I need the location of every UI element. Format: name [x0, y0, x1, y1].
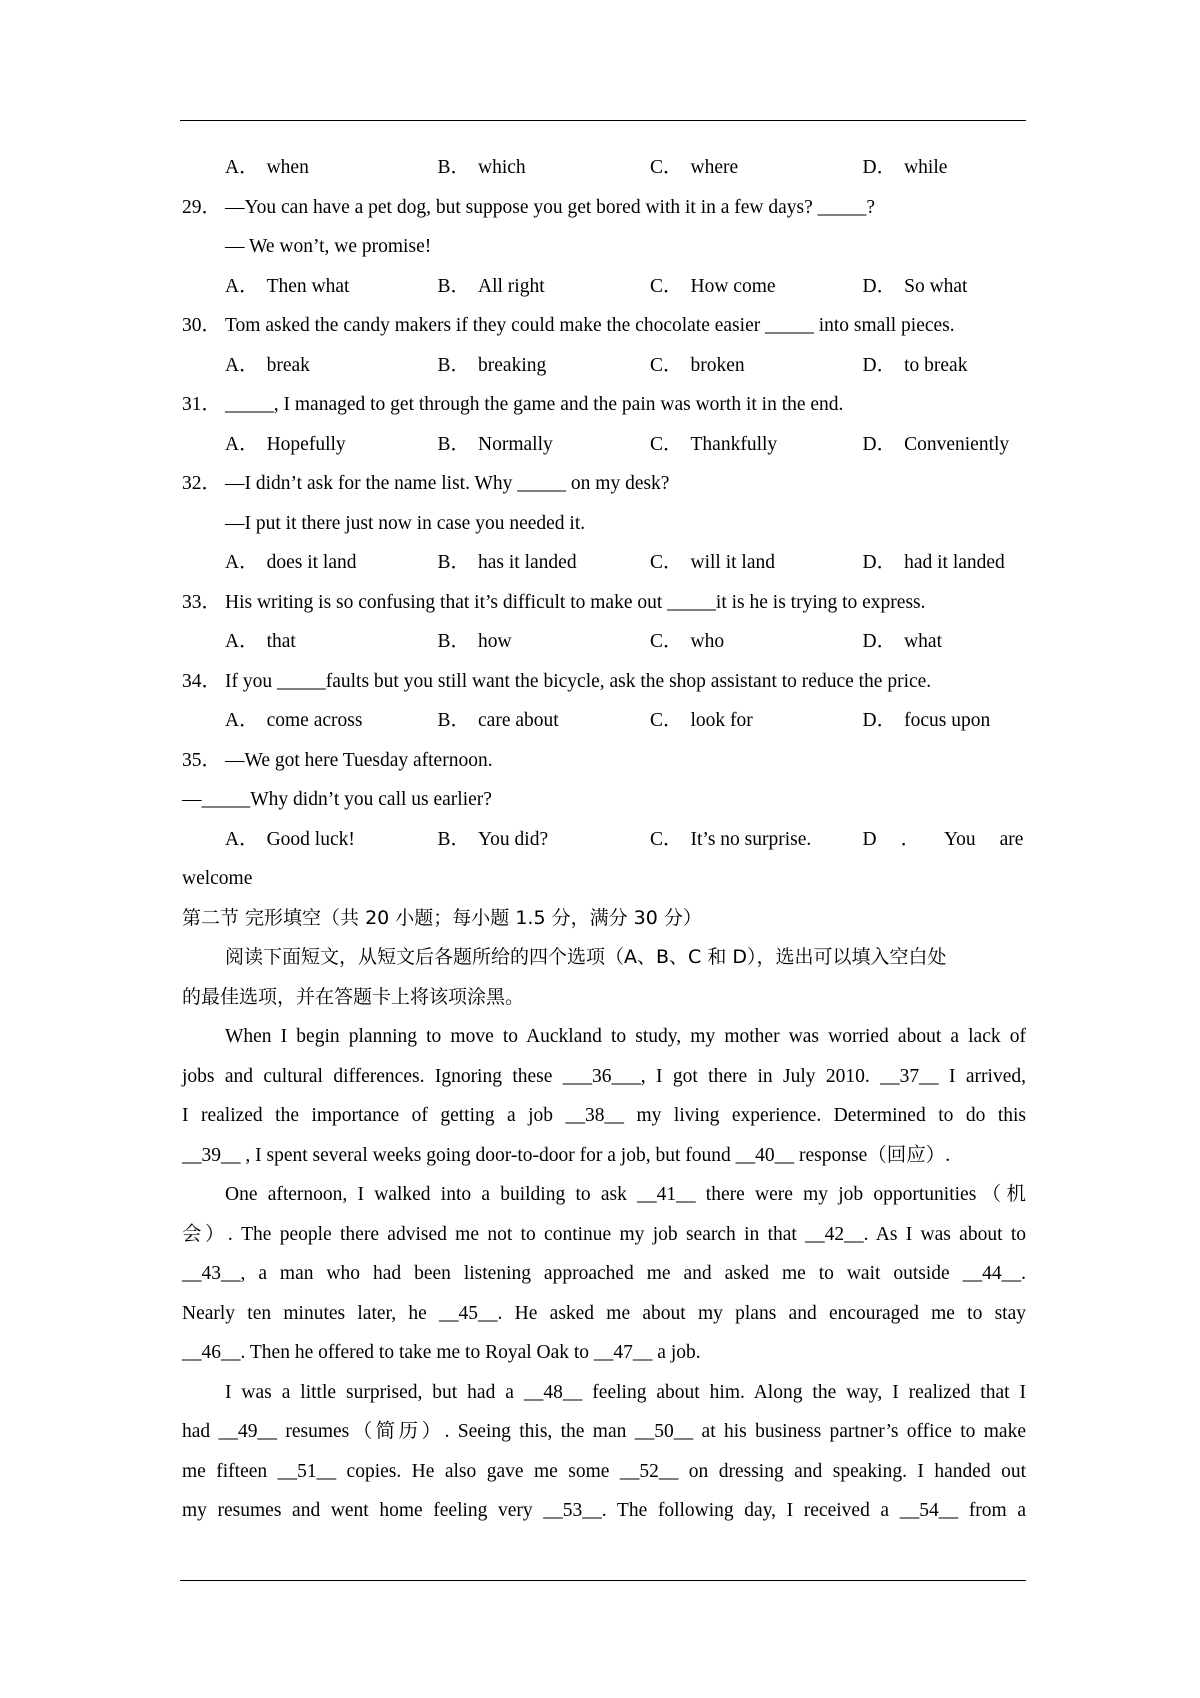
q29-stem: 29． —You can have a pet dog, but suppose you get bored with it in a few days? _____? — [182, 188, 1026, 228]
q30-option-a: A． break — [225, 354, 310, 376]
q33-option-b: B． how — [437, 631, 512, 652]
q34-option-a: A． come across — [225, 710, 363, 731]
q30-stem: 30． Tom asked the candy makers if they could make the chocolate easier _____ into small pieces. — [182, 306, 1026, 346]
q33-option-d: D． what — [862, 631, 942, 652]
q32-option-d: D． had it landed — [862, 552, 1005, 573]
q34-number: 34． — [182, 670, 222, 692]
q30-option-b: B． breaking — [437, 354, 547, 376]
passage-p3-line-3: me fifteen __51__ copies. He also gave me some __52__ on dressing and speaking. I handed out — [182, 1460, 1026, 1482]
q32-number: 32． — [182, 473, 222, 494]
q35-option-b: B． You did? — [437, 828, 549, 850]
q31-option-d: D． Conveniently — [862, 433, 1010, 455]
section-heading: 第二节 完形填空（共 20 小题；每小题 1.5 分，满分 30 分） — [182, 906, 702, 929]
q29-option-a: A． Then what — [225, 275, 350, 297]
passage-p1-line-1: When I begin planning to move to Auckland to study, my mother was worried about a lack of — [225, 1026, 1026, 1047]
q28-option-c: C． where — [650, 157, 739, 178]
q29-option-c: C． How come — [650, 275, 776, 297]
q35-option-c: C． It’s no surprise. — [650, 828, 812, 850]
passage-p1-line-4: __39__ , I spent several weeks going door-to-door for a job, but found __40__ response（回应）. — [182, 1144, 951, 1166]
q32-stem: 32． —I didn’t ask for the name list. Why _____ on my desk? — [182, 464, 1026, 504]
passage-p3-line-4: my resumes and went home feeling very __53__. The following day, I received a __54__ from a — [182, 1500, 1026, 1521]
section-instructions-line-2: 的最佳选项，并在答题卡上将该项涂黑。 — [182, 985, 525, 1008]
section-instructions-line-1: 阅读下面短文，从短文后各题所给的四个选项（A、B、C 和 D），选出可以填入空白处 — [225, 946, 947, 968]
passage-p1-line-2: jobs and cultural differences. Ignoring these ___36___, I got there in July 2010. __37__ I arrived, — [182, 1065, 1026, 1087]
q29-number: 29． — [182, 196, 222, 218]
q34-option-d: D． focus upon — [862, 710, 991, 731]
q32-option-c: C． will it land — [650, 552, 776, 573]
q35-option-d: D ． You are — [862, 828, 1024, 850]
passage-p2-line-3: __43__, a man who had been listening approached me and asked me to wait outside __44__. — [182, 1263, 1026, 1284]
q35-option-d-continuation: welcome — [182, 868, 253, 889]
footer-rule — [180, 1580, 1026, 1581]
q29-option-b: B． All right — [437, 275, 545, 297]
q32-stem-reply: —I put it there just now in case you needed it. — [225, 512, 586, 534]
q33-option-a: A． that — [225, 631, 296, 652]
passage-p2-line-1: One afternoon, I walked into a building to ask __41__ there were my job opportunities（机 — [225, 1184, 1026, 1205]
q31-number: 31． — [182, 394, 222, 415]
q35-stem-reply: —_____Why didn’t you call us earlier? — [182, 789, 492, 810]
passage-p2-line-5: __46__. Then he offered to take me to Royal Oak to __47__ a job. — [182, 1342, 701, 1363]
passage-p2-line-4: Nearly ten minutes later, he __45__. He asked me about my plans and encouraged me to stay — [182, 1302, 1026, 1324]
q29-stem-reply: — We won’t, we promise! — [225, 236, 432, 257]
q29-option-d: D． So what — [862, 275, 968, 297]
passage-p3-line-2: had __49__ resumes（简历）. Seeing this, the man __50__ at his business partner’s office to make — [182, 1421, 1026, 1442]
q34-option-b: B． care about — [437, 710, 559, 731]
q35-number: 35． — [182, 749, 222, 771]
q33-options — [182, 622, 1026, 662]
q31-option-b: B． Normally — [437, 433, 553, 455]
q33-stem: 33． His writing is so confusing that it’s difficult to make out _____it is he is trying to express. — [182, 583, 1026, 623]
q32-option-b: B． has it landed — [437, 552, 577, 573]
passage-p3-line-1: I was a little surprised, but had a __48__ feeling about him. Along the way, I realized that I — [225, 1381, 1026, 1403]
q30-option-d: D． to break — [862, 354, 968, 376]
q34-options — [182, 701, 1026, 741]
q31-option-c: C． Thankfully — [650, 433, 778, 455]
header-rule — [180, 120, 1026, 121]
q30-options — [182, 346, 1026, 386]
q28-option-b: B． which — [437, 157, 526, 178]
q30-option-c: C． broken — [650, 354, 745, 376]
q31-options — [182, 425, 1026, 465]
q28-option-d: D． while — [862, 157, 948, 178]
q28-options — [182, 148, 1026, 188]
passage-p2-line-2: 会）. The people there advised me not to continue my job search in that __42__. As I was about to — [182, 1223, 1026, 1245]
q31-option-a: A． Hopefully — [225, 433, 346, 455]
q35-options — [182, 820, 1026, 860]
q35-stem: 35． —We got here Tuesday afternoon. — [182, 741, 1026, 781]
q33-option-c: C． who — [650, 631, 725, 652]
q31-stem: 31． _____, I managed to get through the game and the pain was worth it in the end. — [182, 385, 1026, 425]
q30-number: 30． — [182, 315, 222, 336]
page-content — [182, 148, 1026, 1531]
q32-option-a: A． does it land — [225, 552, 357, 573]
q34-stem: 34． If you _____faults but you still want the bicycle, ask the shop assistant to reduce the price. — [182, 662, 1026, 702]
q35-option-a: A． Good luck! — [225, 828, 355, 850]
q29-options — [182, 267, 1026, 307]
q28-option-a: A． when — [225, 157, 309, 178]
q34-option-c: C． look for — [650, 710, 753, 731]
passage-p1-line-3: I realized the importance of getting a job __38__ my living experience. Determined to do this — [182, 1105, 1026, 1126]
q32-options — [182, 543, 1026, 583]
q33-number: 33． — [182, 591, 222, 613]
